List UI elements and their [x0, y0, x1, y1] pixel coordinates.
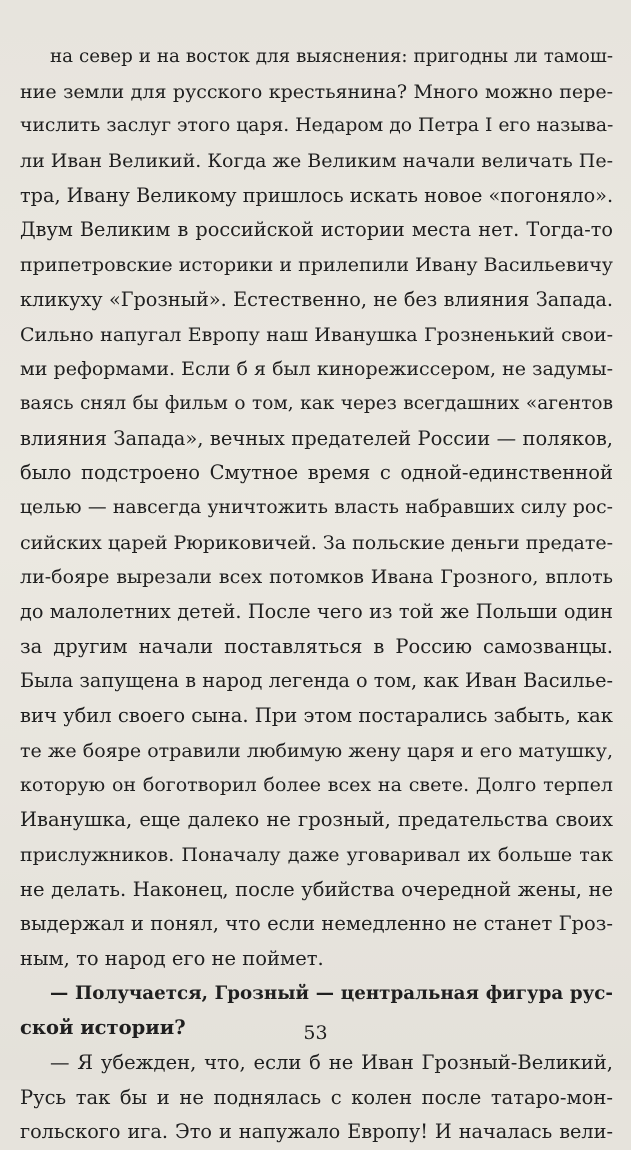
text-line: целью — навсегда уничтожить власть набравших силу рос-	[20, 496, 613, 518]
text-line: которую он боготворил более всех на свете. Долго терпел	[20, 774, 613, 797]
text-line: прислужников. Поначалу даже уговаривал их больше так	[20, 843, 613, 866]
question-line: ской истории?	[20, 1016, 186, 1040]
text-line: вич убил своего сына. При этом постарались забыть, как	[20, 704, 613, 728]
text-line: кликуху «Грозный». Естественно, не без влияния Запада.	[20, 287, 613, 311]
text-line: ным, то народ его не поймет.	[20, 946, 324, 970]
text-line: не делать. Наконец, после убийства очередной жены, не	[20, 877, 613, 901]
text-line: за другим начали поставляться в Россию самозванцы.	[20, 634, 613, 658]
question-line: — Получается, Грозный — центральная фигура рус-	[50, 982, 613, 1004]
text-line: те же бояре отравили любимую жену царя и его матушку,	[20, 739, 613, 762]
text-line: на север и на восток для выяснения: пригодны ли тамош-	[50, 46, 613, 67]
text-line: ли-бояре вырезали всех потомков Ивана Грозного, вплоть	[20, 566, 613, 589]
text-line: выдержал и понял, что если немедленно не станет Гроз-	[20, 912, 613, 936]
text-line: было подстроено Смутное время с одной-единственной	[20, 461, 613, 485]
text-line: гольского ига. Это и напужало Европу! И началась вели-	[20, 1120, 613, 1144]
text-line: до малолетних детей. После чего из той же Польши один	[20, 600, 613, 623]
text-line: Была запущена в народ легенда о том, как Иван Василье-	[20, 669, 613, 693]
text-line: сийских царей Рюриковичей. За польские деньги предате-	[20, 531, 613, 554]
text-line: тра, Ивану Великому пришлось искать новое «погоняло».	[20, 183, 614, 207]
text-line: Двум Великим в российской истории места нет. Тогда-то	[20, 218, 613, 242]
page-number: 53	[303, 1022, 328, 1044]
text-line: числить заслуг этого царя. Недаром до Петра I его называ-	[20, 115, 614, 137]
text-line: ваясь снял бы фильм о том, как через всегдашних «агентов	[20, 392, 613, 414]
text-line: ли Иван Великий. Когда же Великим начали величать Пе-	[20, 150, 613, 173]
text-line: припетровские историки и прилепили Ивану Васильевичу	[20, 254, 613, 277]
text-line: Сильно напугал Европу наш Иванушка Грозненький свои-	[20, 323, 613, 346]
text-line: — Я убежден, что, если б не Иван Грозный-Великий,	[50, 1050, 613, 1074]
text-line: ние земли для русского крестьянина? Много можно пере-	[20, 80, 613, 103]
text-line: Русь так бы и не поднялась с колен после татаро-мон-	[20, 1085, 613, 1109]
text-line: ми реформами. Если б я был кинорежиссером, не задумы-	[20, 358, 613, 381]
text-line: Иванушка, еще далеко не грозный, предательства своих	[20, 808, 613, 832]
text-line: влияния Запада», вечных предателей России — поляков,	[20, 426, 613, 450]
page-text-body	[20, 40, 613, 1150]
